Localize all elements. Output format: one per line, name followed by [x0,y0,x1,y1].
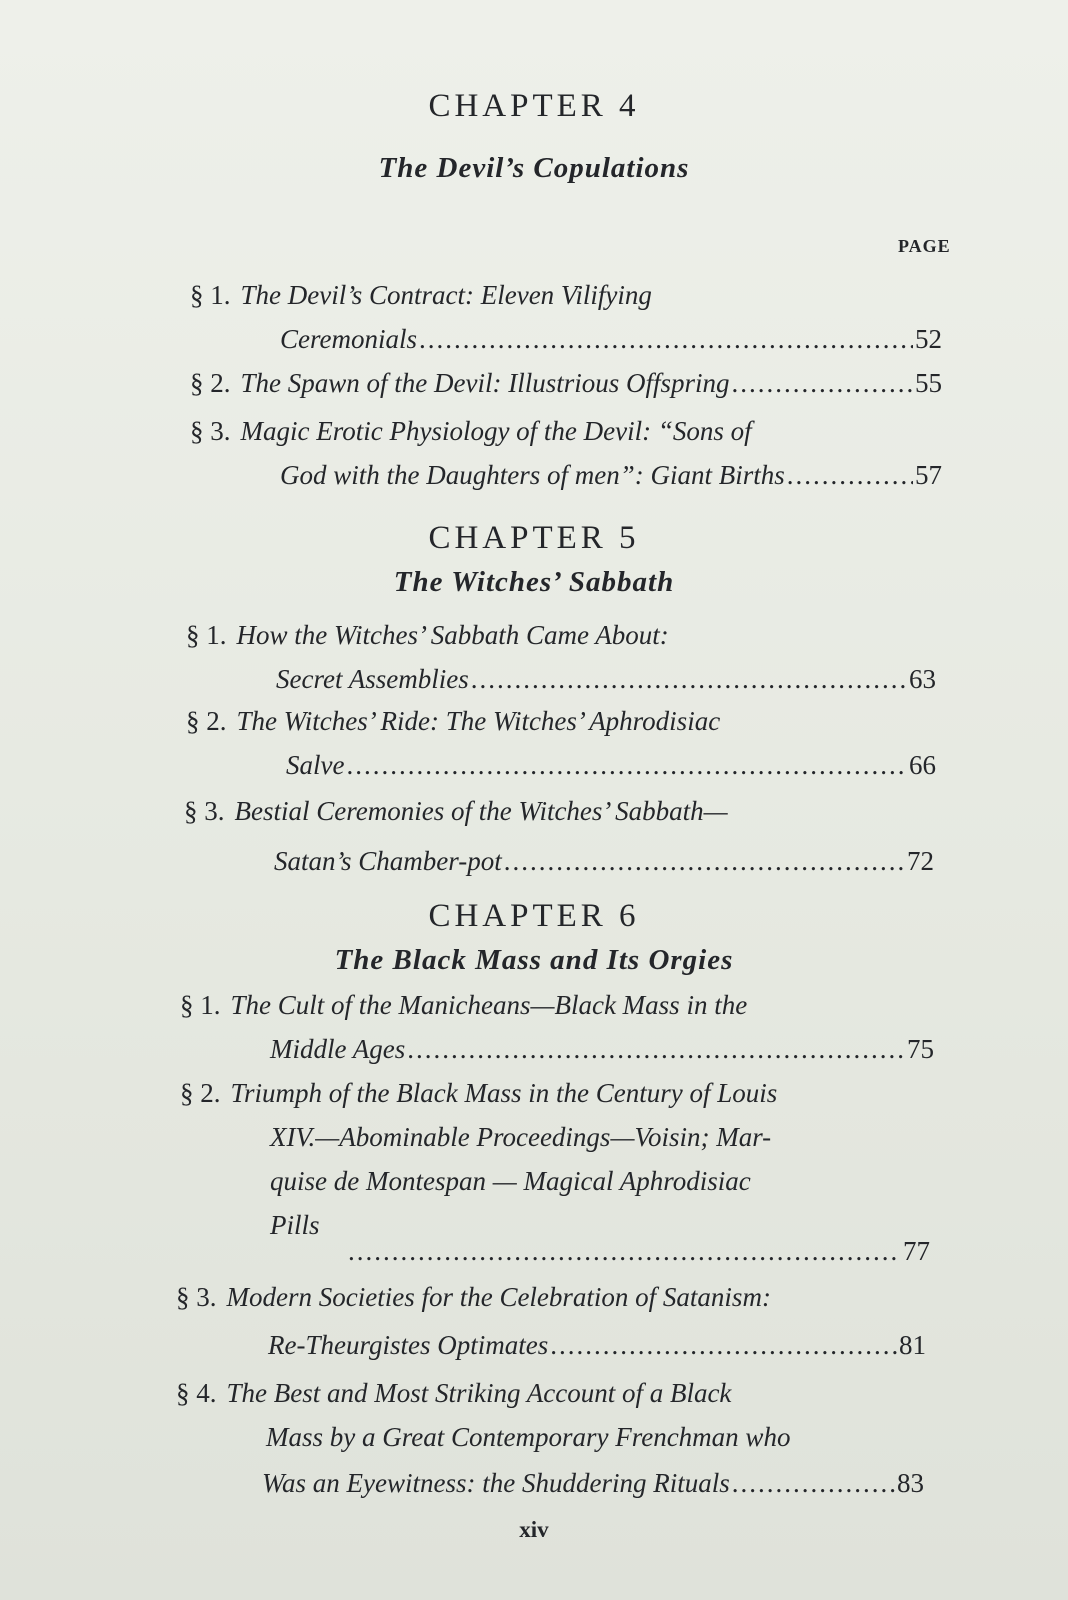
page-number: 52 [915,324,942,354]
toc-entry-line [190,280,652,311]
chapter-title: The Devil’s Copulations [378,152,690,184]
toc-entry-line [276,664,936,695]
toc-entry-line [280,324,942,355]
section-number: § 4. [176,1378,217,1408]
entry-text: Bestial Ceremonies of the Witches’ Sabbath— [234,796,728,826]
page-number: 63 [909,664,936,694]
page-number: 83 [897,1468,924,1498]
page-number: 57 [915,460,942,490]
entry-text: The Cult of the Manicheans—Black Mass in the [230,990,748,1020]
toc-entry-line [286,750,936,781]
section-number: § 1. [180,990,221,1020]
dot-leader [732,368,914,399]
entry-text: Mass by a Great Contemporary Frenchman who [266,1422,791,1452]
toc-entry-line [270,1034,934,1065]
toc-entry-line [176,1282,771,1313]
toc-entry-line [270,1166,751,1197]
entry-text: quise de Montespan — Magical Aphrodisiac [270,1166,751,1196]
entry-text: The Devil’s Contract: Eleven Vilifying [240,280,652,310]
toc-entry-line [262,1468,924,1499]
chapter-title: The Black Mass and Its Orgies [334,944,734,976]
toc-entry-line [280,460,942,491]
entry-text: The Best and Most Striking Account of a Black [226,1378,732,1408]
entry-text: Modern Societies for the Celebration of Satanism: [226,1282,771,1312]
toc-entry-line [270,1210,320,1241]
entry-text: Pills [270,1210,320,1240]
entry-text: Was an Eyewitness: the Shuddering Rituals [262,1468,730,1498]
section-number: § 2. [190,368,231,398]
chapter-title: The Witches’ Sabbath [393,566,675,598]
page-number: 81 [899,1330,926,1360]
toc-entry-line [184,796,728,827]
toc-entry-line [186,620,669,651]
entry-text: XIV.—Abominable Proceedings—Voisin; Mar- [270,1122,772,1152]
page-folio: xiv [519,1517,549,1542]
toc-entry-line [190,368,942,399]
dot-leader [471,664,907,695]
dot-leader [346,750,907,781]
toc-entry-line [180,990,747,1021]
chapter-heading: CHAPTER 6 [428,898,640,934]
dot-leader [550,1330,897,1361]
chapter-heading: CHAPTER 4 [428,88,640,124]
entry-text: How the Witches’ Sabbath Came About: [236,620,669,650]
chapter-heading: CHAPTER 5 [428,520,640,556]
section-number: § 2. [186,706,227,736]
toc-entry-line [274,846,934,877]
entry-text: The Spawn of the Devil: Illustrious Offspring [240,368,730,398]
section-number: § 3. [184,796,225,826]
toc-entry-line [190,416,752,447]
entry-text: Triumph of the Black Mass in the Century of Louis [230,1078,778,1108]
entry-text: God with the Daughters of men”: Giant Births [280,460,785,490]
toc-entry-line [176,1378,731,1409]
toc-entry-line [268,1330,926,1361]
section-number: § 1. [190,280,231,310]
entry-text: The Witches’ Ride: The Witches’ Aphrodisiac [236,706,721,736]
section-number: § 3. [176,1282,217,1312]
page-number: 72 [907,846,934,876]
dot-leader [732,1468,895,1499]
toc-entry-line [180,1078,777,1109]
page-number: 55 [915,368,942,398]
page-number: 77 [903,1236,930,1266]
dot-leader [348,1236,901,1267]
entry-text: Satan’s Chamber-pot [274,846,502,876]
section-number: § 3. [190,416,231,446]
entry-text: Secret Assemblies [276,664,469,694]
dot-leader [407,1034,905,1065]
page-number: 66 [909,750,936,780]
section-number: § 1. [186,620,227,650]
dot-leader [787,460,913,491]
entry-text: Re-Theurgistes Optimates [268,1330,549,1360]
dot-leader [419,324,913,355]
toc-entry-line [270,1122,771,1153]
toc-entry-line [186,706,720,737]
page-number: 75 [907,1034,934,1064]
page-column-label: PAGE [898,236,951,256]
entry-text: Salve [286,750,345,780]
dot-leader [504,846,905,877]
section-number: § 2. [180,1078,221,1108]
entry-text: Middle Ages [270,1034,406,1064]
entry-text: Ceremonials [280,324,417,354]
toc-entry-line [266,1422,790,1453]
dot-leader-line [346,1236,930,1267]
entry-text: Magic Erotic Physiology of the Devil: “Sons of [240,416,752,446]
